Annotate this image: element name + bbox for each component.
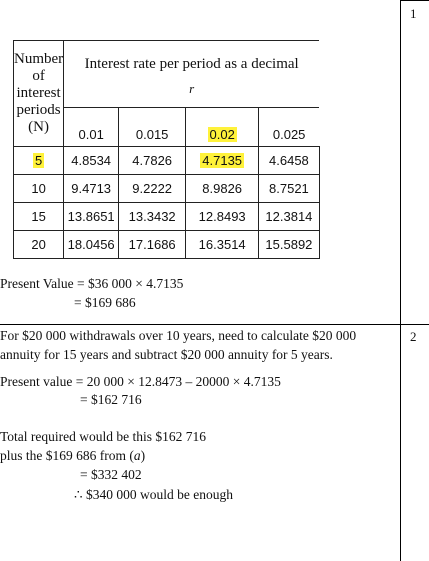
value-cell: [186, 147, 259, 175]
header-rate-label: Interest rate per period as a decimal: [84, 55, 299, 72]
value-cell: 13.8651: [64, 203, 119, 231]
header-n-line: interest: [16, 85, 61, 101]
value-cell: 9.2222: [119, 175, 186, 203]
part-b-intro-line2: annuity for 15 years and subtract $20 000 annuity for 5 years.: [0, 347, 333, 362]
total-required-line: Total required would be this $162 716: [0, 429, 207, 444]
header-interest-rate: [64, 41, 320, 108]
rate-value: 0.01: [78, 127, 104, 142]
value-cell: 4.6458: [259, 147, 320, 175]
value-cell: 16.3514: [186, 231, 259, 259]
annuity-table: [13, 40, 320, 259]
rate-header: [119, 108, 186, 147]
top-border: [400, 0, 429, 1]
rate-value-highlighted: 0.02: [209, 127, 235, 142]
value-cell: 17.1686: [119, 231, 186, 259]
period-cell: 20: [14, 231, 64, 259]
value-cell: 15.5892: [259, 231, 320, 259]
pv-calculation: Present value = 20 000 × 12.8473 – 20000 × 4.7135: [0, 374, 281, 389]
rate-value: 0.015: [135, 127, 169, 142]
row-divider: [0, 324, 429, 325]
value-cell: 12.3814: [259, 203, 320, 231]
period-cell: [14, 147, 64, 175]
value-highlighted: 4.7135: [202, 153, 243, 168]
rate-header: [186, 108, 259, 147]
value-cell: 4.8534: [64, 147, 119, 175]
part-ref: a: [133, 448, 141, 463]
marks-part-a: 1: [410, 6, 417, 21]
value-cell: 18.0456: [64, 231, 119, 259]
plus-line: [0, 448, 145, 464]
table-row: [14, 147, 320, 175]
rate-header: [64, 108, 119, 147]
column-divider: [400, 0, 401, 561]
marks-part-b: 2: [410, 329, 417, 344]
period-cell: 10: [14, 175, 64, 203]
value-cell: 4.7826: [119, 147, 186, 175]
table-row: [14, 203, 320, 231]
period-cell: 15: [14, 203, 64, 231]
plus-text: plus the $169 686 from (: [0, 448, 134, 463]
present-value-line: Present Value = $36 000 × 4.7135: [0, 276, 184, 291]
value-cell: 8.9826: [186, 175, 259, 203]
header-periods: [14, 41, 64, 147]
table-row: [14, 175, 320, 203]
period-value-highlighted: 5: [34, 153, 43, 168]
header-r-label: r: [189, 80, 195, 96]
rate-header: [259, 108, 320, 147]
sum-result: = $332 402: [80, 467, 142, 482]
pv-result: = $162 716: [80, 392, 142, 407]
header-n-line: (N): [28, 119, 49, 135]
table-row: [14, 231, 320, 259]
header-n-line: periods: [16, 102, 61, 118]
value-cell: 13.3432: [119, 203, 186, 231]
value-cell: 9.4713: [64, 175, 119, 203]
value-cell: 12.8493: [186, 203, 259, 231]
conclusion-line: ∴ $340 000 would be enough: [74, 487, 233, 502]
value-cell: 8.7521: [259, 175, 320, 203]
header-n-line: Number: [14, 51, 64, 67]
present-value-result: = $169 686: [74, 295, 136, 310]
part-b-intro-line1: For $20 000 withdrawals over 10 years, need to calculate $20 000: [0, 328, 357, 343]
plus-close: ): [140, 448, 146, 463]
header-n-line: of: [32, 68, 45, 84]
rate-value: 0.025: [272, 127, 306, 142]
